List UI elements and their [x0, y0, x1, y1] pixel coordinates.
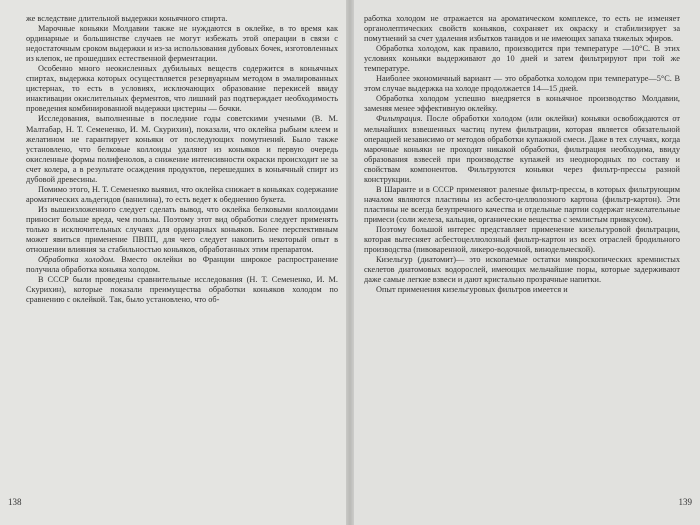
paragraph: Опыт применения кизельгуровых фильтров имеется и [376, 285, 568, 295]
section-heading-inline: Фильтрация. [376, 114, 423, 124]
paragraph: Обработка холодом. Вместо оклейки во Франции широкое распространение получила обработка коньяка холодом. [26, 255, 339, 275]
paragraph: В Шаранте и в СССР применяют раленые фильтр-прессы, в которых фильтрующим началом являются пластины из асбесто-целлюлозного картона (фильтр-картон). Эти пластины не всегда безупречного качества и отдельные партии содержат нежелательные примеси (соли железа, кальция, органические вещества с землистым привкусом). [364, 184, 680, 224]
section-heading-inline: Обработка холодом. [38, 255, 116, 265]
paragraph: Обработка холодом, как правило, производится при температуре —10°С. В этих условиях коньяки выдерживают до 10 дней и затем фильтрируют при той же температуре. [364, 44, 680, 74]
left-page-text [26, 14, 338, 305]
paragraph: Фильтрация. После обработки холодом (или оклейки) коньяки освобождаются от мельчайших взвешенных частиц путем фильтрации, которая является обязательной операцией независимо от методов обработки купажной смеси. Даже в тех случаях, когда марочные коньяки не проходят никакой обработки, фильтрация необходима, ввиду образования взвесей при производстве купажей из неоднородных по составу и свойствам компонентов. Фильтруются коньяки через фильтр-прессы разной конструкции. [364, 114, 680, 184]
paragraph: Поэтому большой интерес представляет применение кизельгуровой фильтрации, которая вытесняет асбестоцеллюлозный фильтр-картон из всех отраслей бродильного производства (пивоваренной, ликеро-водочной, винодельческой). [364, 224, 680, 255]
paragraph: Обработка холодом успешно внедряется в коньячное производство Молдавии, заменяя менее эффективную оклейку. [364, 94, 680, 114]
book-gutter [346, 0, 354, 525]
paragraph: В СССР были проведены сравнительные исследования (Н. Т. Семененко, И. М. Скурихин), которые показали преимущества обработки коньяков холодом по сравнению с оклейкой. Так, было установлено, что об- [26, 275, 338, 305]
paragraph: Кизельгур (диатомит)— это ископаемые остатки микроскопических кремнистых скелетов диатомовых водорослей, имеющих мельчайшие поры, которые задерживают даже самые легкие взвеси и дают кристально прозрачные напитки. [364, 255, 680, 285]
left-page-number: 138 [8, 497, 22, 507]
right-page-number: 139 [678, 497, 692, 507]
paragraph: работка холодом не отражается на ароматическом комплексе, то есть не изменяет органолептических свойств коньяков, сохраняет их окраску и стабилизирует за помутнений за счет удаления избытков танидов и не имеющих запаха тяжелых эфиров. [364, 14, 680, 44]
right-page-text [364, 14, 680, 295]
paragraph: Из вышеизложенного следует сделать вывод, что оклейка белковыми коллоидами приносит больше вреда, чем пользы. Поэтому этот вид обработки следует применять только в исключительных случаях для ординарных коньяков. Более перспективным может явиться применение ПВПП, для чего следует накопить некоторый опыт в отношении влияния за стабильностью коньяков, обработанных этим препаратом. [26, 204, 338, 255]
paragraph: Помимо этого, Н. Т. Семененко выявил, что оклейка снижает в коньяках содержание ароматических альдегидов (ванилина), то есть ведет к обеднению букета. [26, 184, 338, 204]
paragraph: Особенно много неокисленных дубильных веществ содержится в коньячных спиртах, выдержка которых осуществляется резервуарным методом в эмалированных цистернах, то есть в условиях, исключающих образование перекисей ввиду инактивации окислительных ферментов, что лишний раз подтверждает необходимость проведения комбинированной выдержки цистерны — бочки. [26, 64, 338, 114]
paragraph: Наиболее экономичный вариант — это обработка холодом при температуре—5°С. В этом случае выдержка на холоде продолжается 14—15 дней. [364, 74, 680, 94]
paragraph: же вследствие длительной выдержки коньячного спирта. [26, 14, 228, 23]
right-page [350, 0, 700, 525]
paragraph: Марочные коньяки Молдавии также не нуждаются в оклейке, в то время как ординарные и большинстве случаев не могут избежать этой операции в связи с недостаточным сроком выдержки и из-за использования дубовых бочек, изготовленных из клепок, не прошедших естественной ферментации. [26, 24, 338, 64]
paragraph: Исследования, выполненные в последние годы советскими учеными (В. М. Малтабар, Н. Т. Семененко, И. М. Скурихин), показали, что оклейка рыбьим клеем и желатином не гарантирует коньяки от последующих помутнений. Было также установлено, что белковые коллоиды удаляют из коньяков и первую очередь окисленные формы полифенолов, а снижение интенсивности окраски происходит не за счет колера, а в результате осаждения продуктов, перешедших в коньячный спирт из дубовой древесины. [26, 114, 338, 184]
